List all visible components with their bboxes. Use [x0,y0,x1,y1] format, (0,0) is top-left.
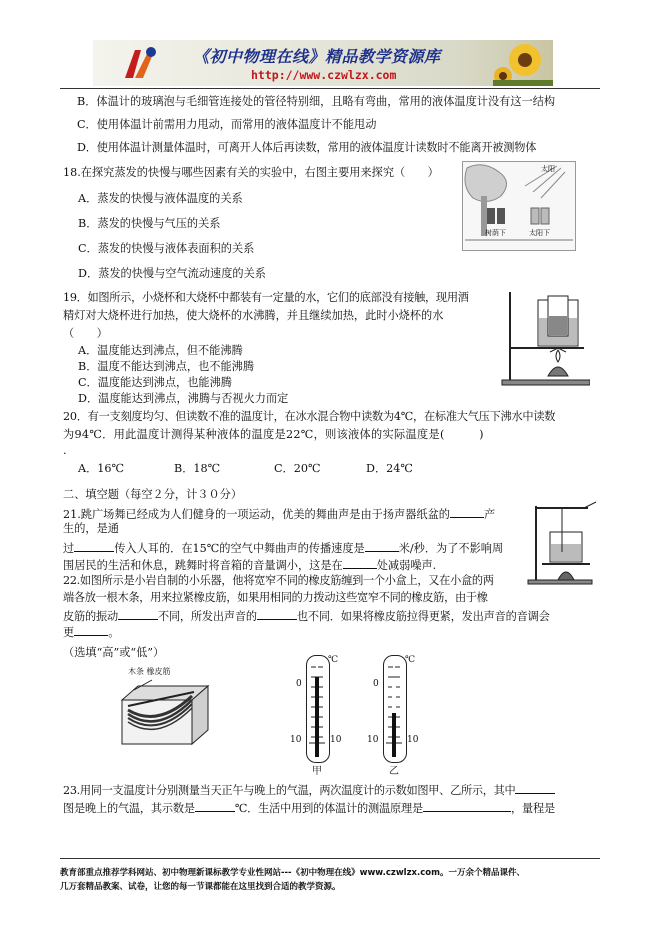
q19-option-c: C．温度能达到沸点，也能沸腾 [78,376,232,389]
q22-blank-1[interactable] [118,608,158,620]
q22-fig-label: 木条 橡皮筋 [128,667,171,676]
q21-line3-tail: 米/秒．为了不影响周 [398,542,504,555]
q20-dot: . [63,444,67,457]
yi-liquid-column [392,713,396,757]
q21-line1-tail: 产 [483,508,496,521]
yi-unit: ℃ [405,655,416,665]
q23-line1-text: 23.用同一支温度计分别测量当天正午与晚上的气温，两次温度计的示数如图甲、乙所示，其中 [63,784,516,797]
q19-stem-line2: 精灯对大烧杯进行加热，使大烧杯的水沸腾，并且继续加热，此时小烧杯的水 [63,309,444,322]
q22-hint: （选填“高”或“低”） [63,646,165,659]
banner-title: 《初中物理在线》精品教学资源库 [193,47,441,66]
q23-line2-mid: ℃．生活中用到的体温计的测温原理是 [234,802,423,815]
q21-apparatus [522,500,602,586]
q22-line3-mid: 不同，所发出声音的 [157,610,257,623]
q21-line3-mid: 传入人耳的．在15℃的空气中舞曲声的传播速度是 [114,542,365,555]
jia-unit: ℃ [328,655,339,665]
q20-option-a: A．16℃ [78,462,125,475]
q23-line2-tail: ，量程是 [510,802,555,815]
yi-ten-right-label: 10 [407,735,419,745]
q20-option-d: D．24℃ [366,462,413,475]
q19-option-d: D．温度能达到沸点，沸腾与否视火力而定 [78,392,289,405]
thermometer-jia [290,655,356,777]
q17-option-b: B．体温计的玻璃泡与毛细管连接处的管径特别细，且略有弯曲，常用的液体温度计没有这一结构 [77,95,556,108]
q19-option-b: B．温度不能达到沸点，也不能沸腾 [78,360,255,373]
q23-blank-1[interactable] [515,782,555,794]
q20-stem-line2: 为94℃．用此温度计测得某种液体的温度是22℃，则该液体的实际温度是( ) [63,428,484,441]
q19-option-a: A．温度能达到沸点，但不能沸腾 [78,344,243,357]
q21-line2: 生的，是通 [63,522,119,535]
q18-option-d: D．蒸发的快慢与空气流动速度的关系 [78,267,266,280]
jia-zero-label: 0 [296,679,302,689]
header-banner [93,40,553,86]
q19-stem-line3: （ ） [63,327,108,340]
q21-line4-head: 围居民的生活和休息，跳舞时将音箱的音量调小，这是在 [63,559,343,572]
q21-line4-tail: 处减弱噪声. [376,559,437,572]
q22-line4-head: 更 [63,626,75,639]
q22-blank-3[interactable] [74,624,108,636]
q21-blank-1[interactable] [450,506,484,518]
footer-rule [60,858,600,859]
banner-url: http://www.czwlzx.com [251,68,397,82]
q21-blank-3[interactable] [365,540,399,552]
fig-sun-label: 太阳 [541,165,555,173]
q19-stem-line1: 19．如图所示，小烧杯和大烧杯中都装有一定量的水，它们的底部没有接触，现用酒 [63,291,469,304]
footer-line1: 教育部重点推荐学科网站、初中物理新课标教学专业性网站---《初中物理在线》www.czwlzx.com。一万余个精品课件、 [60,868,525,878]
q21-blank-4[interactable] [343,557,377,569]
q18-stem: 18.在探究蒸发的快慢与哪些因素有关的实验中，右图主要用来探究（ ） [63,166,439,179]
q23-blank-2[interactable] [195,800,235,812]
q23-line2-head: 图是晚上的气温，其示数是 [63,802,195,815]
tree-and-sun-illustration [463,162,575,250]
q21-line1-text: 21.跳广场舞已经成为人们健身的一项运动，优美的舞曲声是由于扬声器纸盆的 [63,508,450,521]
footer-line2: 几万套精品教案、试卷，让您的每一节课都能在这里找到合适的教学资源。 [60,882,341,892]
fig-sunny-label: 太阳下 [529,229,550,237]
header-rule [60,88,600,89]
rubber-band-box-illustration [118,676,214,752]
q22-line1: 22.如图所示是小岩自制的小乐器，他将宽窄不同的橡皮筋缠到一个小盒上，又在小盒的两 [63,574,494,587]
jia-scale [307,657,327,759]
yi-name: 乙 [389,766,399,777]
fig-shade-label: 树荫下 [485,229,506,237]
q22-figure [118,666,214,752]
site-logo-icon [121,44,161,82]
q18-option-a: A．蒸发的快慢与液体温度的关系 [78,192,243,205]
q22-blank-2[interactable] [257,608,297,620]
q17-option-d: D．使用体温计测量体温时，可离开人体后再读数，常用的液体温度计读数时不能离开被测物体 [77,141,537,154]
thermometer-yi [367,655,433,777]
jia-ten-left-label: 10 [290,735,302,745]
q22-line3-head: 皮筋的振动 [63,610,118,623]
q22-line2: 端各放一根木条，用来拉紧橡皮筋，如果用相同的力拨动这些宽窄不同的橡皮筋，由于橡 [63,591,488,604]
yi-zero-label: 0 [373,679,379,689]
q20-stem-line1: 20．有一支刻度均匀、但读数不准的温度计，在冰水混合物中读数为4℃，在标准大气压下沸水中读数 [63,410,556,423]
q18-figure [462,161,576,251]
q22-line3-tail: 也不同．如果将橡皮筋拉得更紧，发出声音的音调会 [296,610,550,623]
q19-beaker-apparatus [500,288,590,388]
q18-option-b: B．蒸发的快慢与气压的关系 [78,217,221,230]
jia-liquid-column [315,677,319,757]
q23-blank-3[interactable] [423,800,511,812]
section2-title: 二、填空题（每空２分，计３０分） [63,488,243,501]
q18-option-c: C．蒸发的快慢与液体表面积的关系 [78,242,255,255]
yi-ten-left-label: 10 [367,735,379,745]
q21-blank-2[interactable] [74,540,114,552]
jia-name: 甲 [312,766,322,777]
q20-option-b: B．18℃ [174,462,221,475]
yi-scale [384,657,404,759]
q17-option-c: C．使用体温计前需用力甩动，而常用的液体温度计不能甩动 [77,118,377,131]
jia-ten-right-label: 10 [330,735,342,745]
q21-line3-head: 过 [63,542,75,555]
q20-option-c: C．20℃ [274,462,321,475]
sunflower-icon [493,40,553,86]
q22-line4-tail: 。 [108,626,120,639]
